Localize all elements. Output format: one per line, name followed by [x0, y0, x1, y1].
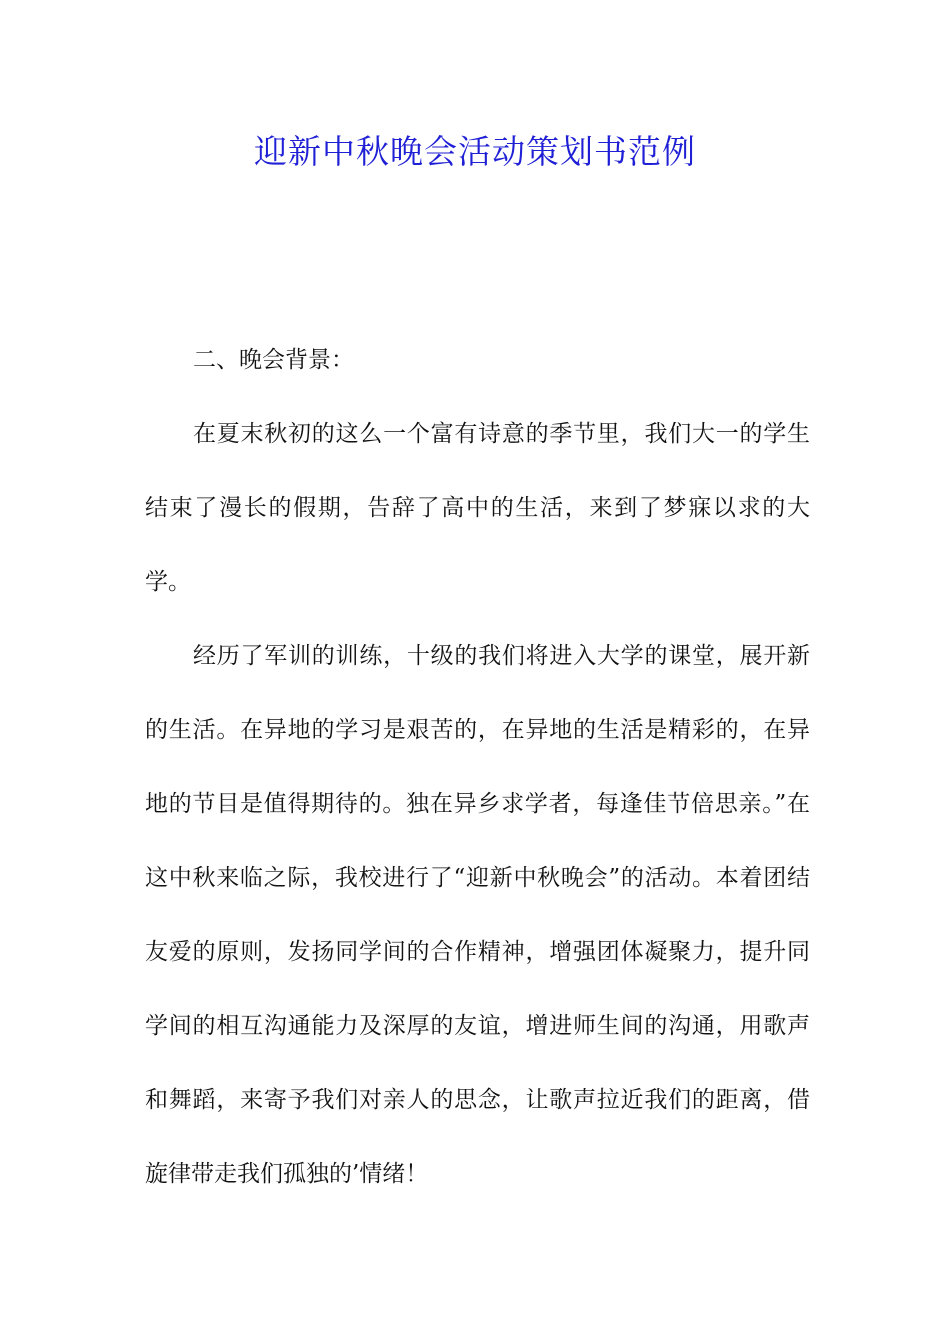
document-title: 迎新中秋晚会活动策划书范例 [254, 132, 696, 171]
section-heading: 二、晚会背景： [193, 347, 354, 373]
paragraph-background-1: 在夏末秋初的这么一个富有诗意的季节里，我们大一的学生结束了漫长的假期，告辞了高中的生活，来到了梦寐以求的大学。 [145, 421, 810, 595]
paragraph-background-2: 经历了军训的训练，十级的我们将进入大学的课堂，展开新的生活。在异地的学习是艰苦的，在异地的生活是精彩的，在异地的节目是值得期待的。独在异乡求学者，每逢佳节倍思亲。”在这中秋来临之际，我校进行了“迎新中秋晚会”的活动。本着团结友爱的原则，发扬同学间的合作精神，增强团体凝聚力，提升同学间的相互沟通能力及深厚的友谊，增进师生间的沟通，用歌声和舞蹈，来寄予我们对亲人的思念，让歌声拉近我们的距离，借旋律带走我们孤独的’情绪！ [145, 643, 810, 1187]
